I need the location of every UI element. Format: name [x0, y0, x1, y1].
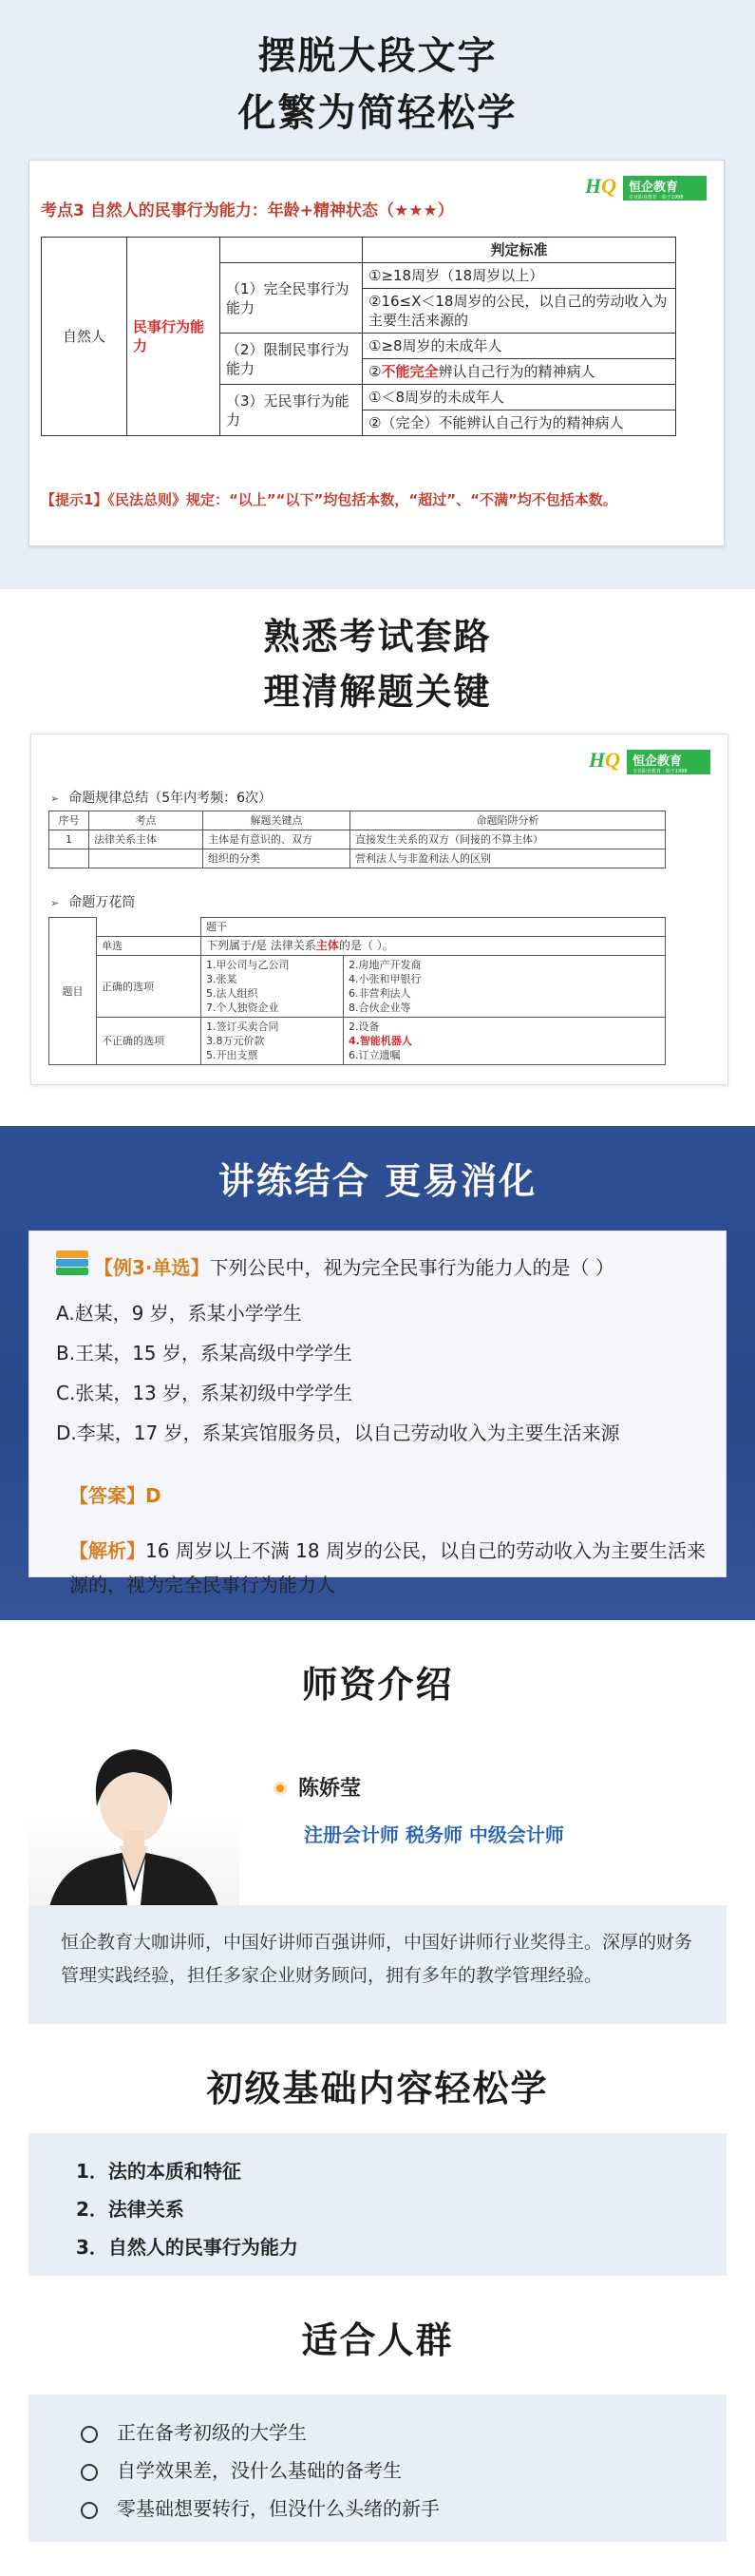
- option-c: C.张某，13 岁，系某初级中学学生: [56, 1382, 353, 1404]
- section-title-line1: 摆脱大段文字: [257, 34, 498, 78]
- section-title: 适合人群: [301, 2319, 454, 2361]
- section-exam-patterns: [0, 589, 755, 1126]
- option-a: A.赵某，9 岁，系某小学学生: [56, 1302, 302, 1325]
- td-wrong-a: 1.签订买卖合同 3.8万元价款 5.开出支票: [201, 1018, 344, 1065]
- cell-none-2: ②（完全）不能辨认自己行为的精神病人: [363, 410, 676, 436]
- tip-note: 【提示1】《民法总则》规定：“以上”“以下”均包括本数，“超过”、“不满”均不包括本数。: [41, 491, 617, 508]
- cell-type-none: （3）无民事行为能力: [220, 385, 363, 436]
- rules-table: [48, 811, 666, 868]
- td-q-type: 单选: [97, 937, 201, 956]
- td-key: 组织的分类: [203, 849, 350, 868]
- th-no: 序号: [49, 811, 89, 830]
- teacher-portrait-icon: [28, 1725, 239, 1915]
- cell-full-1: ①≥18周岁（18周岁以上）: [363, 263, 676, 289]
- option-d: D.李某，17 岁，系某宾馆服务员，以自己劳动收入为主要生活来源: [56, 1422, 620, 1444]
- slide-civil-capacity: [28, 160, 725, 546]
- option-b: B.王某，15 岁，系某高级中学学生: [56, 1342, 352, 1364]
- example-box: [28, 1231, 727, 1596]
- cell-type-full: （1）完全民事行为能力: [220, 263, 363, 334]
- cell-natural-person: 自然人: [42, 238, 127, 436]
- th-key: 解题关键点: [203, 811, 350, 830]
- td-right-label: 正确的选项: [97, 956, 201, 1018]
- bullet-variations: ➢ 命题万花筒: [50, 892, 135, 911]
- section-title-line2: 化繁为简轻松学: [237, 91, 518, 135]
- section-practice: [0, 1126, 755, 1620]
- td-stem-label: 题干: [201, 918, 666, 937]
- logo-box: [623, 176, 707, 200]
- cell-capacity: 民事行为能力: [127, 238, 220, 436]
- brand-logo: [585, 174, 708, 202]
- section-title: 讲练结合 更易消化: [217, 1160, 538, 1202]
- cell-limited-2: ②不能完全辨认自己行为的精神病人: [363, 359, 676, 385]
- list-item: 2．法律关系: [76, 2198, 184, 2221]
- explanation: 【解析】16 周岁以上不满 18 周岁的公民，以自己的劳动收入为主要生活来源的，视为完全民事行为能力人: [69, 1539, 706, 1596]
- logo-name: 恒企教育: [629, 181, 679, 195]
- td-trap: 营利法人与非盈利法人的区别: [350, 849, 666, 868]
- logo-box: 恒企教育 专业职业教育 · 始于1998: [627, 750, 710, 774]
- section-simplify: [0, 0, 755, 589]
- brand-logo: [589, 748, 712, 776]
- logo-mark: HQ: [585, 174, 617, 198]
- td-trap: 直接发生关系的双方（间接的不算主体）: [350, 830, 666, 849]
- highlight-not-fully: 不能完全: [381, 363, 439, 380]
- td-point: 法律关系主体: [89, 830, 203, 849]
- th-point: 考点: [89, 811, 203, 830]
- cell-none-1: ①＜8周岁的未成年人: [363, 385, 676, 410]
- td-key: 主体是有意识的、双方: [203, 830, 350, 849]
- section-title: 师资介绍: [301, 1664, 454, 1706]
- th-trap: 命题陷阱分析: [350, 811, 666, 830]
- answer: 【答案】D: [69, 1484, 161, 1507]
- list-item: 1．法的本质和特征: [76, 2160, 241, 2183]
- section-teacher: [0, 1620, 755, 2052]
- teacher-intro: 恒企教育大咖讲师，中国好讲师百强讲师，中国好讲师行业奖得主。深厚的财务管理实践经验，担任多家企业财务顾问，拥有多年的教学管理经验。: [28, 1905, 727, 2024]
- td-right-b: 2.房地产开发商 4.小张和甲银行 6.非营利法人 8.合伙企业等: [344, 956, 666, 1018]
- slide-exam-rules: [30, 734, 728, 1085]
- list-item: 自学效果差，没什么基础的备考生: [81, 2452, 674, 2490]
- cell-type-limited: （2）限制民事行为能力: [220, 334, 363, 385]
- td-section-label: 题目: [49, 918, 97, 1065]
- section-title: 初级基础内容轻松学: [206, 2068, 549, 2109]
- td-question: 下列属于/是 法律关系主体的是（ ）。: [201, 937, 666, 956]
- highlight-subject: 主体: [315, 939, 339, 952]
- list-item: 零基础想要转行，但没什么头绪的新手: [81, 2490, 674, 2528]
- example-question: 【例3·单选】下列公民中，视为完全民事行为能力人的是（ ）: [94, 1256, 614, 1279]
- teacher-photo: [28, 1725, 239, 1915]
- content-list: [28, 2133, 727, 2276]
- section-title-line2: 理清解题关键: [263, 671, 492, 713]
- books-icon: [56, 1250, 88, 1279]
- logo-sub: 专业职业教育 · 始于1998: [629, 195, 684, 200]
- logo-mark: HQ: [589, 748, 621, 772]
- td-no: 1: [49, 830, 89, 849]
- td-wrong-b: 2.设备 4.智能机器人 6.订立遗嘱: [344, 1018, 666, 1065]
- cell-full-2: ②16≤X＜18周岁的公民，以自己的劳动收入为主要生活来源的: [363, 289, 676, 334]
- capacity-table: [41, 237, 676, 436]
- section-title-line1: 熟悉考试套路: [263, 616, 492, 658]
- section-audience: [0, 2285, 755, 2576]
- cell-header: 判定标准: [363, 238, 676, 263]
- section-contents: [0, 2052, 755, 2285]
- variations-table: [48, 917, 666, 1065]
- td-right-a: 1.甲公司与乙公司 3.张某 5.法人组织 7.个人独资企业: [201, 956, 344, 1018]
- list-item: 3．自然人的民事行为能力: [76, 2236, 298, 2259]
- td-wrong-label: 不正确的选项: [97, 1018, 201, 1065]
- teacher-name: 陈娇莹: [298, 1777, 362, 1801]
- list-item: 正在备考初级的大学生: [81, 2414, 674, 2452]
- cell-limited-1: ①≥8周岁的未成年人: [363, 334, 676, 359]
- name-dot-icon: [274, 1782, 287, 1795]
- teacher-titles: 注册会计师 税务师 中级会计师: [304, 1823, 564, 1846]
- topic-title: 考点3 自然人的民事行为能力：年龄+精神状态（★★★）: [41, 201, 454, 220]
- bullet-rules: ➢ 命题规律总结（5年内考频：6次）: [50, 788, 272, 807]
- audience-list: [28, 2395, 727, 2542]
